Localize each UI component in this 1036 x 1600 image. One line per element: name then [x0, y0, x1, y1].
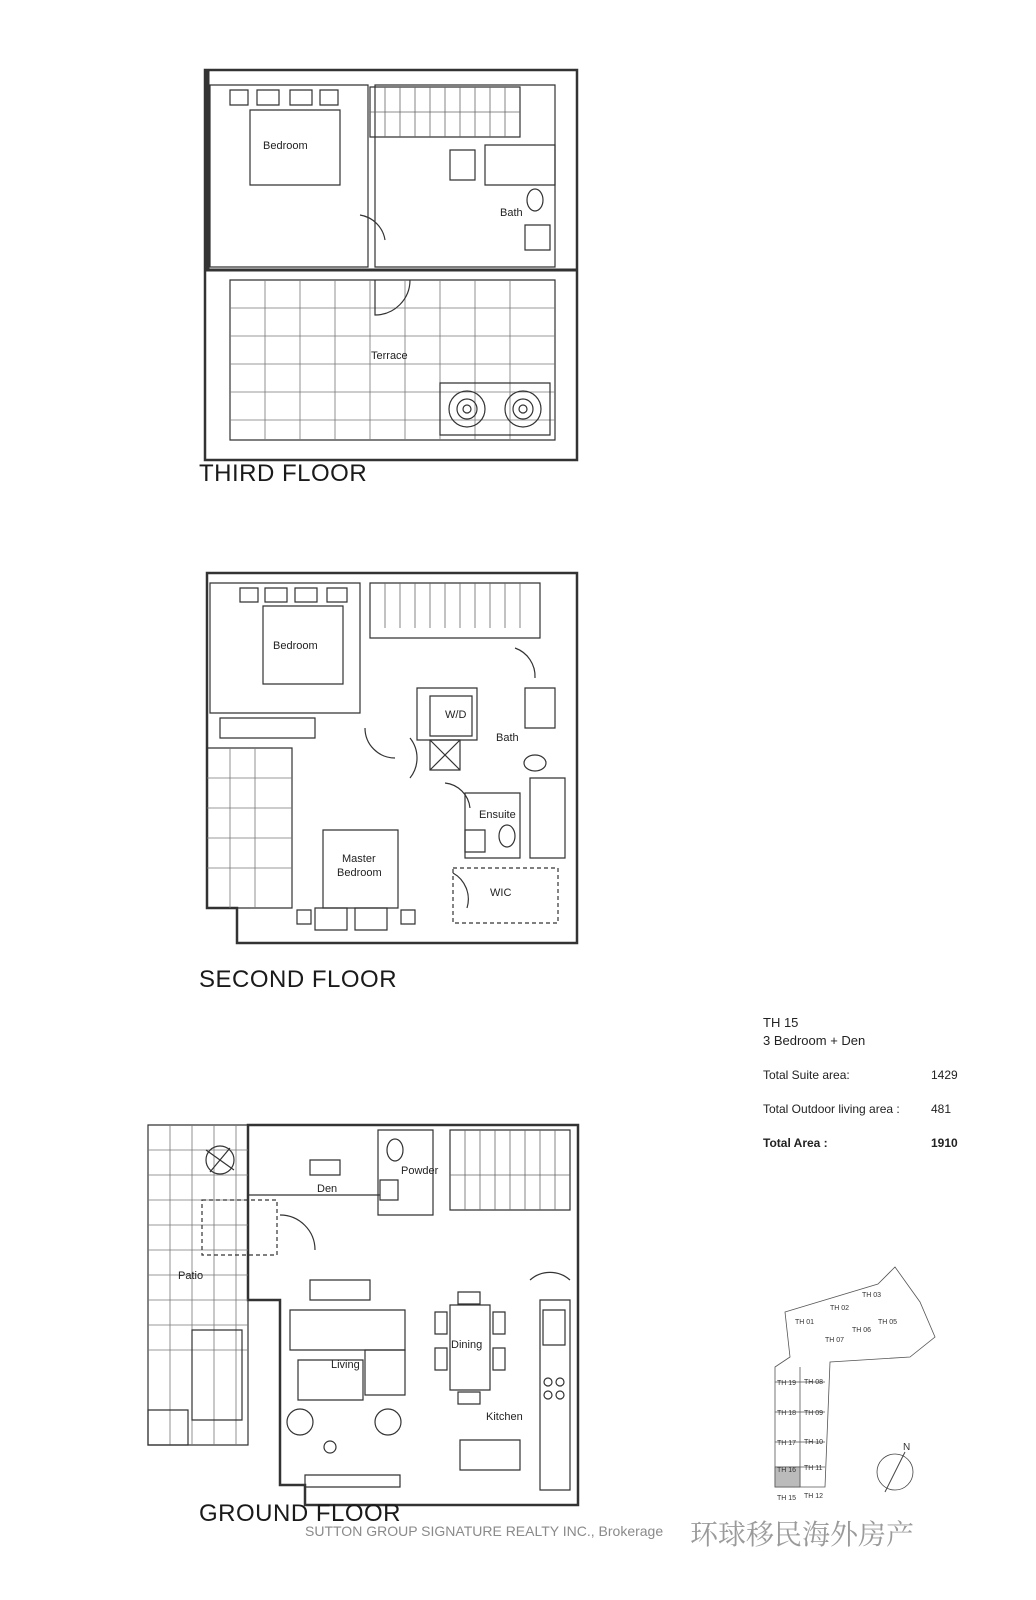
key-th12: TH 12 — [804, 1493, 824, 1500]
unit-type: 3 Bedroom + Den — [763, 1033, 866, 1048]
key-th09: TH 09 — [804, 1410, 824, 1417]
compass-north-label: N — [903, 1442, 911, 1453]
total-area-value: 1910 — [931, 1136, 958, 1150]
powder-label: Powder — [401, 1165, 439, 1177]
key-th06: TH 06 — [852, 1327, 872, 1334]
third-floor-plan — [195, 65, 585, 465]
suite-area-label: Total Suite area: — [763, 1068, 850, 1082]
key-th10: TH 10 — [804, 1439, 824, 1446]
third-bath-label: Bath — [500, 207, 523, 219]
den-label: Den — [317, 1183, 338, 1195]
key-th02: TH 02 — [830, 1305, 850, 1312]
compass-icon — [877, 1442, 913, 1492]
suite-info-panel — [763, 1015, 993, 1160]
brokerage-watermark: SUTTON GROUP SIGNATURE REALTY INC., Brokerage — [305, 1523, 664, 1539]
key-th15: TH 15 — [777, 1495, 797, 1502]
kitchen-label: Kitchen — [486, 1411, 523, 1423]
outdoor-area-value: 481 — [931, 1102, 952, 1116]
key-plan — [770, 1262, 955, 1512]
master-label-line1: Master — [342, 853, 376, 865]
second-floor-plan — [195, 568, 585, 948]
key-th03: TH 03 — [862, 1292, 882, 1299]
chinese-watermark: 环球移民海外房产 — [690, 1518, 915, 1551]
master-label-line2: Bedroom — [337, 867, 382, 879]
wic-label: WIC — [490, 887, 512, 899]
key-th01: TH 01 — [795, 1319, 815, 1326]
wd-label: W/D — [445, 709, 467, 721]
third-floor-title: THIRD FLOOR — [199, 460, 368, 487]
dining-label: Dining — [451, 1339, 483, 1351]
key-th17: TH 17 — [777, 1440, 797, 1447]
key-th05: TH 05 — [878, 1319, 898, 1326]
terrace-label: Terrace — [371, 350, 408, 362]
third-bedroom-label: Bedroom — [263, 140, 308, 152]
patio-label: Patio — [178, 1270, 204, 1282]
key-th18: TH 18 — [777, 1410, 797, 1417]
outdoor-area-label: Total Outdoor living area : — [763, 1102, 900, 1116]
ground-floor-title: GROUND FLOOR — [199, 1500, 402, 1527]
second-bedroom-label: Bedroom — [273, 640, 318, 652]
living-label: Living — [331, 1359, 360, 1371]
second-bath-label: Bath — [496, 732, 519, 744]
total-area-label: Total Area : — [763, 1136, 828, 1150]
second-floor-title: SECOND FLOOR — [199, 966, 398, 993]
key-th19: TH 19 — [777, 1380, 797, 1387]
suite-area-value: 1429 — [931, 1068, 958, 1082]
unit-number: TH 15 — [763, 1015, 799, 1030]
key-th07: TH 07 — [825, 1337, 845, 1344]
key-th08: TH 08 — [804, 1379, 824, 1386]
ensuite-label: Ensuite — [479, 809, 516, 821]
key-th16: TH 16 — [777, 1467, 797, 1474]
key-th11: TH 11 — [804, 1465, 823, 1472]
ground-floor-plan — [140, 1120, 590, 1510]
